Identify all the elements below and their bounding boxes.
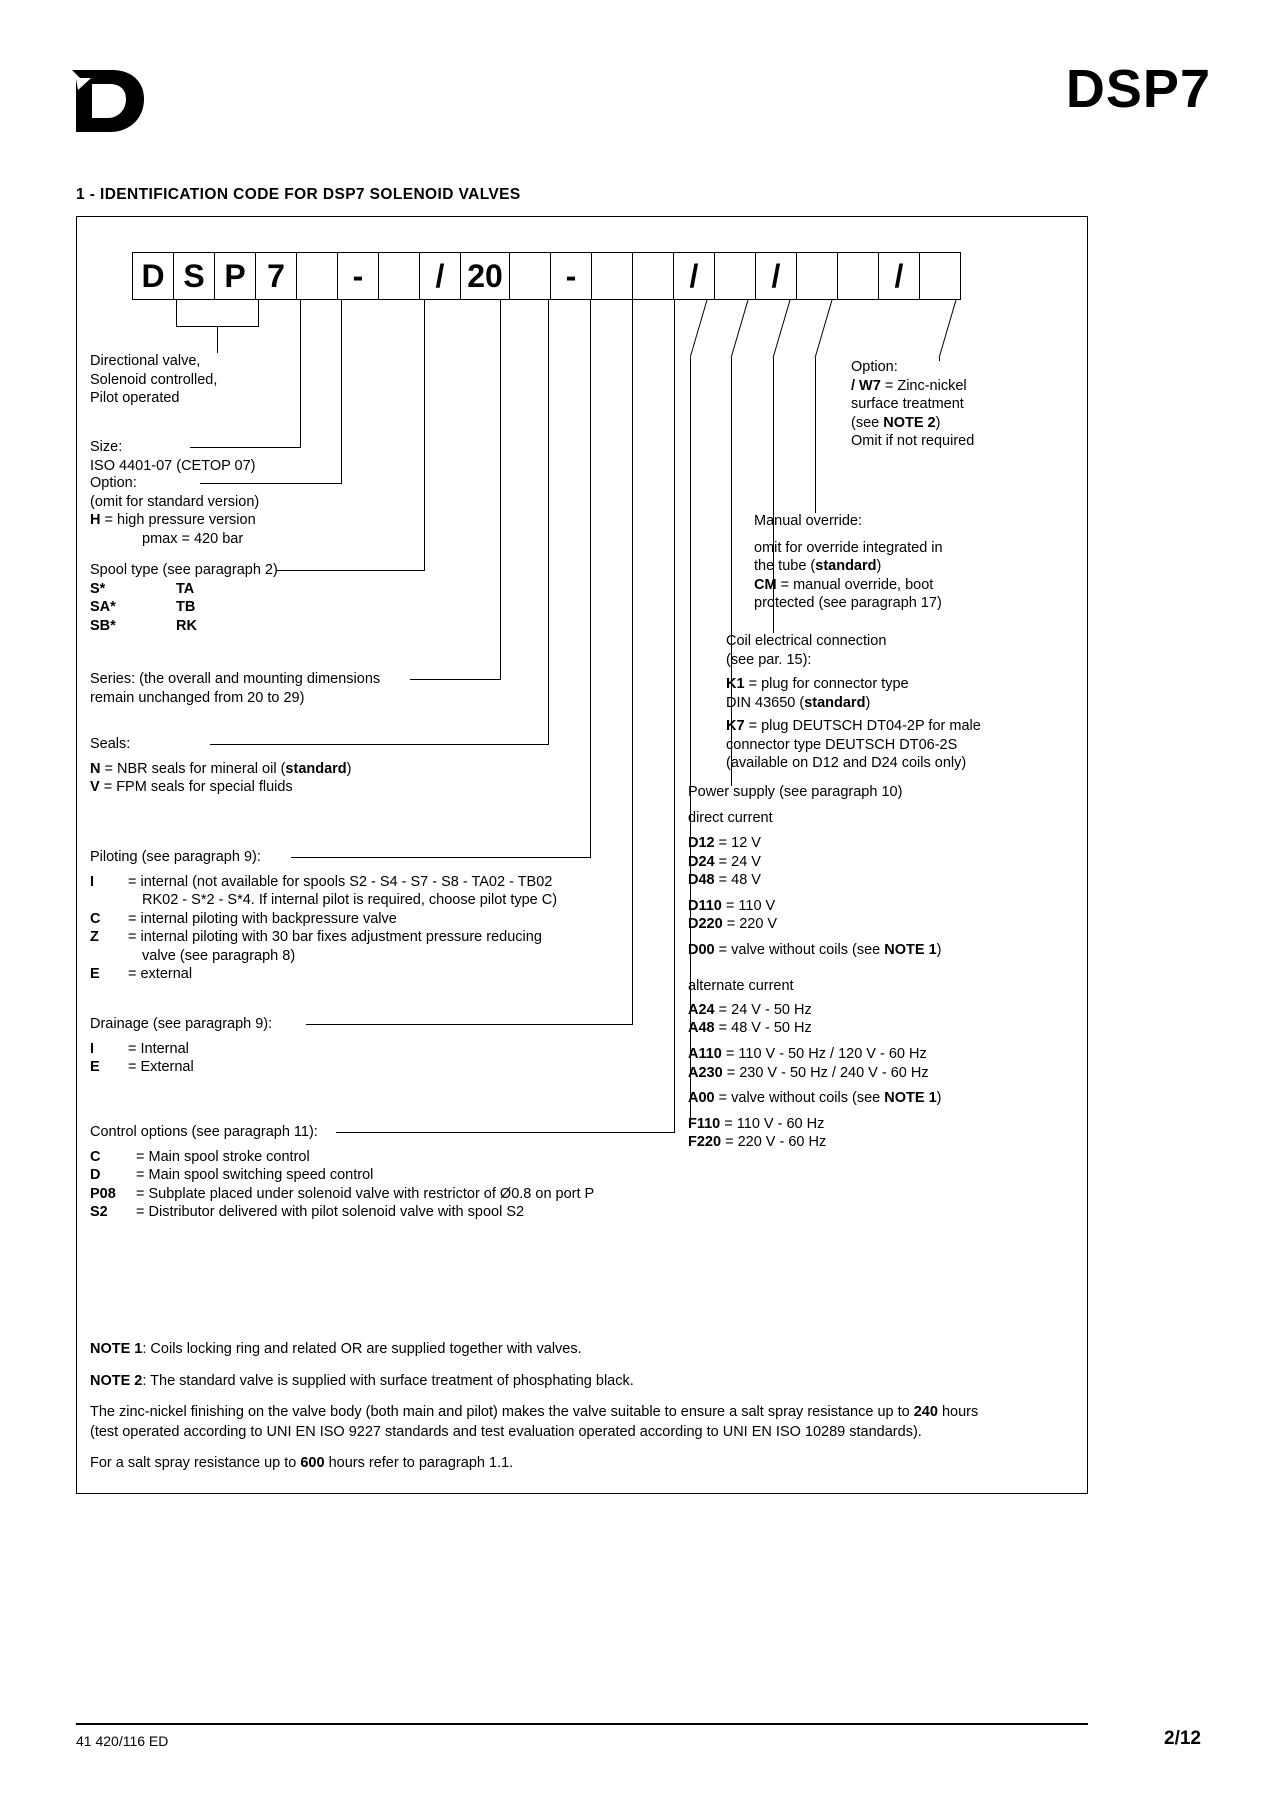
size-value: ISO 4401-07 (CETOP 07) <box>90 457 256 474</box>
power-dc-desc: = 220 V <box>726 916 778 933</box>
footer-divider <box>76 1723 1088 1725</box>
power-d00-desc-a: = valve without coils (see <box>718 941 885 958</box>
piloting-title: Piloting (see paragraph 9): <box>90 849 261 865</box>
power-ac-item <box>688 1001 1018 1020</box>
power-ac-item <box>688 1045 1018 1064</box>
power-ac-key: A24 <box>688 1001 715 1018</box>
leader-line <box>176 300 177 326</box>
power-a00-note-ref: NOTE 1 <box>884 1090 937 1107</box>
power-d00-row <box>688 941 1018 960</box>
drainage-e-desc: = External <box>128 1059 194 1076</box>
spool-type-title: Spool type (see paragraph 2) <box>90 562 278 578</box>
coil-k7-line1: = plug DEUTSCH DT04-2P for male <box>748 718 981 735</box>
section-title: 1 - IDENTIFICATION CODE FOR DSP7 SOLENOID VALVES <box>76 186 521 203</box>
power-dc-key: D12 <box>688 835 715 852</box>
spool-col2-0: TA <box>176 580 195 597</box>
power-dc-key: D220 <box>688 916 723 933</box>
spool-type-row <box>90 598 430 617</box>
note-paragraph-3 <box>90 1403 1070 1442</box>
leader-line <box>258 300 259 326</box>
note-2-text: : The standard valve is supplied with surface treatment of phosphating black. <box>142 1372 634 1389</box>
para3-line2: (test operated according to UNI EN ISO 9227 standards and test evaluation operated according to UNI EN ISO 10289 standards). <box>90 1423 922 1440</box>
power-dc-item <box>688 897 1018 916</box>
piloting-i-line1: = internal (not available for spools S2 - S4 - S7 - S8 - TA02 - TB02 <box>128 873 553 890</box>
seals-n-desc-a: = NBR seals for mineral oil ( <box>104 760 286 777</box>
power-ac-item <box>688 1064 1018 1083</box>
block-manual-override <box>754 512 1004 613</box>
seals-v-row <box>90 778 510 797</box>
control-option-item <box>90 1166 730 1185</box>
page-number: 2/12 <box>1164 1728 1201 1749</box>
option-w7-line3-a: (see <box>851 414 884 431</box>
power-d00-desc-b: ) <box>936 941 942 958</box>
para4-a: For a salt spray resistance up to <box>90 1455 301 1472</box>
code-box: / <box>419 252 461 300</box>
manual-override-line2-a: the tube ( <box>754 558 816 575</box>
block-power-supply <box>688 783 1018 1152</box>
control-option-item <box>90 1185 730 1204</box>
spool-col2-1: TB <box>176 599 196 616</box>
piloting-z-key: Z <box>90 929 99 946</box>
control-option-item <box>90 1148 730 1167</box>
power-supply-dc-label: direct current <box>688 809 773 826</box>
code-box <box>919 252 961 300</box>
option-w7-note-ref: NOTE 2 <box>883 414 936 431</box>
valve-type-line1: Directional valve, <box>90 353 201 369</box>
code-box: P <box>214 252 256 300</box>
coil-k1-line2-b: ) <box>865 694 871 711</box>
note-2-label: NOTE 2 <box>90 1372 143 1389</box>
seals-n-key: N <box>90 760 101 777</box>
control-option-desc: = Main spool switching speed control <box>136 1167 374 1184</box>
code-box: - <box>337 252 379 300</box>
para3-hours-value: 240 <box>913 1404 938 1421</box>
block-valve-type <box>90 352 410 408</box>
document-code: 41 420/116 ED <box>76 1733 169 1749</box>
coil-k7-row <box>726 717 1026 736</box>
leader-line <box>217 326 218 353</box>
seals-n-row <box>90 760 510 779</box>
spool-col1-1: SA* <box>90 599 116 616</box>
power-f-item <box>688 1133 1018 1152</box>
piloting-e-desc: = external <box>128 966 193 983</box>
para3-b: hours <box>937 1404 979 1421</box>
power-ac-desc: = 24 V - 50 Hz <box>718 1001 812 1018</box>
code-box: / <box>755 252 797 300</box>
block-option-w7 <box>851 358 1081 451</box>
block-series <box>90 670 470 707</box>
power-f-item <box>688 1115 1018 1134</box>
option-h-title: Option: <box>90 475 137 491</box>
coil-k7-line2: connector type DEUTSCH DT06-2S <box>726 736 958 753</box>
leader-line <box>674 300 675 1132</box>
code-box <box>378 252 420 300</box>
piloting-c-key: C <box>90 910 101 927</box>
control-option-item <box>90 1203 730 1222</box>
code-box <box>837 252 879 300</box>
manual-override-cm-line1: = manual override, boot <box>780 576 934 593</box>
block-spool-type <box>90 561 430 635</box>
power-dc-item <box>688 915 1018 934</box>
drainage-e-row <box>90 1058 510 1077</box>
seals-title: Seals: <box>90 736 131 752</box>
manual-override-line2-b: ) <box>876 558 882 575</box>
power-d00-key: D00 <box>688 941 715 958</box>
coil-title-line2: (see par. 15): <box>726 651 812 668</box>
piloting-z-line1: = internal piloting with 30 bar fixes adjustment pressure reducing <box>128 929 542 946</box>
manual-override-cm-row <box>754 576 1004 595</box>
code-box <box>632 252 674 300</box>
coil-title-line1: Coil electrical connection <box>726 633 887 649</box>
manual-override-cm-key: CM <box>754 576 777 593</box>
code-box: / <box>878 252 920 300</box>
para3-a: The zinc-nickel finishing on the valve body (both main and pilot) makes the valve suitable to ensure a salt spray resistance up to <box>90 1404 914 1421</box>
leader-line <box>500 300 501 679</box>
control-option-desc: = Subplate placed under solenoid valve with restrictor of Ø0.8 on port P <box>136 1185 595 1202</box>
code-box <box>591 252 633 300</box>
power-f-desc: = 220 V - 60 Hz <box>725 1134 827 1151</box>
control-option-key: S2 <box>90 1204 108 1221</box>
power-f-key: F110 <box>688 1115 721 1132</box>
drainage-e-key: E <box>90 1059 100 1076</box>
piloting-i-line2: RK02 - S*2 - S*4. If internal pilot is required, choose pilot type C) <box>142 892 558 909</box>
valve-type-line3: Pilot operated <box>90 390 180 407</box>
note-2 <box>90 1372 1070 1392</box>
spool-type-row <box>90 617 430 636</box>
power-dc-key: D24 <box>688 853 715 870</box>
option-w7-line2: surface treatment <box>851 396 964 413</box>
control-option-desc: = Distributor delivered with pilot solenoid valve with spool S2 <box>136 1204 525 1221</box>
seals-v-key: V <box>90 779 100 796</box>
option-w7-title: Option: <box>851 359 898 375</box>
drainage-i-desc: = Internal <box>128 1040 189 1057</box>
identification-code-row <box>133 252 961 300</box>
power-ac-desc: = 110 V - 50 Hz / 120 V - 60 Hz <box>725 1046 927 1063</box>
coil-k1-line2 <box>726 694 1026 713</box>
code-box: 7 <box>255 252 297 300</box>
para4-b: hours refer to paragraph 1.1. <box>324 1455 514 1472</box>
power-ac-desc: = 230 V - 50 Hz / 240 V - 60 Hz <box>726 1064 929 1081</box>
power-supply-ac-label: alternate current <box>688 978 794 995</box>
piloting-z-row <box>90 928 660 965</box>
leader-line <box>590 300 591 857</box>
power-dc-key: D48 <box>688 872 715 889</box>
block-control-options <box>90 1123 730 1222</box>
power-ac-desc: = 48 V - 50 Hz <box>718 1020 812 1037</box>
option-h-key-row <box>90 511 450 530</box>
piloting-i-text <box>128 873 557 910</box>
option-w7-line3-b: ) <box>935 414 941 431</box>
piloting-z-text <box>128 928 542 965</box>
block-seals <box>90 735 510 797</box>
option-h-sub: pmax = 420 bar <box>142 530 244 547</box>
power-ac-item <box>688 1019 1018 1038</box>
control-options-title: Control options (see paragraph 11): <box>90 1124 318 1140</box>
manual-override-line2 <box>754 557 1004 576</box>
code-box: S <box>173 252 215 300</box>
piloting-c-desc: = internal piloting with backpressure valve <box>128 910 397 927</box>
power-f-desc: = 110 V - 60 Hz <box>724 1115 825 1132</box>
piloting-e-row <box>90 965 660 984</box>
option-w7-line3 <box>851 414 1081 433</box>
series-line2: remain unchanged from 20 to 29) <box>90 689 305 706</box>
leader-line <box>548 300 549 744</box>
option-h-desc: = high pressure version <box>104 512 256 529</box>
piloting-z-line2: valve (see paragraph 8) <box>142 947 296 964</box>
coil-k1-standard: standard <box>804 694 866 711</box>
manual-override-standard: standard <box>815 558 877 575</box>
note-1-label: NOTE 1 <box>90 1341 143 1357</box>
power-dc-desc: = 48 V <box>718 872 761 889</box>
drainage-title: Drainage (see paragraph 9): <box>90 1016 273 1032</box>
option-w7-key-row <box>851 377 1081 396</box>
control-option-desc: = Main spool stroke control <box>136 1148 310 1165</box>
power-dc-item <box>688 871 1018 890</box>
power-dc-item <box>688 853 1018 872</box>
coil-k1-line1: = plug for connector type <box>748 676 909 693</box>
piloting-c-row <box>90 910 660 929</box>
spool-col1-0: S* <box>90 580 106 597</box>
power-ac-key: A230 <box>688 1064 723 1081</box>
para4-hours-value: 600 <box>300 1455 325 1472</box>
power-dc-desc: = 24 V <box>718 853 761 870</box>
coil-k1-line2-a: DIN 43650 ( <box>726 694 805 711</box>
code-box <box>296 252 338 300</box>
spool-col1-2: SB* <box>90 617 116 634</box>
power-dc-desc: = 12 V <box>718 835 761 852</box>
control-option-key: C <box>90 1148 101 1165</box>
power-a00-row <box>688 1089 1018 1108</box>
power-a00-desc-b: ) <box>936 1090 942 1107</box>
option-w7-line4: Omit if not required <box>851 433 975 450</box>
note-paragraph-4 <box>90 1454 1070 1474</box>
option-w7-key: / W7 <box>851 377 881 394</box>
manual-override-title: Manual override: <box>754 513 862 529</box>
control-option-key: D <box>90 1167 101 1184</box>
seals-n-standard: standard <box>285 760 347 777</box>
note-1-text: : Coils locking ring and related OR are supplied together with valves. <box>142 1341 582 1357</box>
drainage-i-key: I <box>90 1040 95 1057</box>
code-box <box>509 252 551 300</box>
notes-section <box>90 1340 1070 1486</box>
piloting-i-row <box>90 873 660 910</box>
seals-v-desc: = FPM seals for special fluids <box>103 779 293 796</box>
dicsa-d-logo-icon <box>72 68 146 134</box>
size-title: Size: <box>90 439 123 455</box>
coil-k1-row <box>726 675 1026 694</box>
block-option-h <box>90 474 450 548</box>
spool-type-row <box>90 580 430 599</box>
power-a00-key: A00 <box>688 1090 715 1107</box>
code-box: - <box>550 252 592 300</box>
manual-override-line1: omit for override integrated in <box>754 539 943 556</box>
series-line1: Series: (the overall and mounting dimensions <box>90 671 381 687</box>
power-a00-desc-a: = valve without coils (see <box>718 1090 885 1107</box>
power-dc-key: D110 <box>688 897 722 914</box>
control-option-key: P08 <box>90 1185 116 1202</box>
power-d00-note-ref: NOTE 1 <box>884 941 937 958</box>
block-coil-connection <box>726 632 1026 773</box>
code-box <box>796 252 838 300</box>
block-size <box>90 438 430 475</box>
piloting-i-key: I <box>90 873 95 890</box>
option-h-key: H <box>90 512 101 529</box>
leader-line <box>815 358 816 513</box>
code-box: D <box>132 252 174 300</box>
note-1 <box>90 1340 1070 1360</box>
power-dc-desc: = 110 V <box>725 897 776 914</box>
page-title: DSP7 <box>1065 59 1211 119</box>
manual-override-cm-line2: protected (see paragraph 17) <box>754 595 942 612</box>
option-w7-desc: = Zinc-nickel <box>884 377 967 394</box>
coil-k7-line3: (available on D12 and D24 coils only) <box>726 755 967 772</box>
coil-k7-key: K7 <box>726 718 745 735</box>
code-box: / <box>673 252 715 300</box>
coil-k1-key: K1 <box>726 676 745 693</box>
seals-n-desc-b: ) <box>346 760 352 777</box>
option-h-note: (omit for standard version) <box>90 493 260 510</box>
power-ac-key: A48 <box>688 1020 715 1037</box>
power-f-key: F220 <box>688 1134 722 1151</box>
block-piloting <box>90 848 660 984</box>
code-box: 20 <box>460 252 510 300</box>
code-box <box>714 252 756 300</box>
drainage-i-row <box>90 1040 510 1059</box>
block-drainage <box>90 1015 510 1077</box>
power-ac-key: A110 <box>688 1046 722 1063</box>
spool-col2-2: RK <box>176 617 197 634</box>
valve-type-line2: Solenoid controlled, <box>90 371 218 388</box>
power-dc-item <box>688 834 1018 853</box>
power-supply-title: Power supply (see paragraph 10) <box>688 784 903 800</box>
piloting-e-key: E <box>90 966 100 983</box>
